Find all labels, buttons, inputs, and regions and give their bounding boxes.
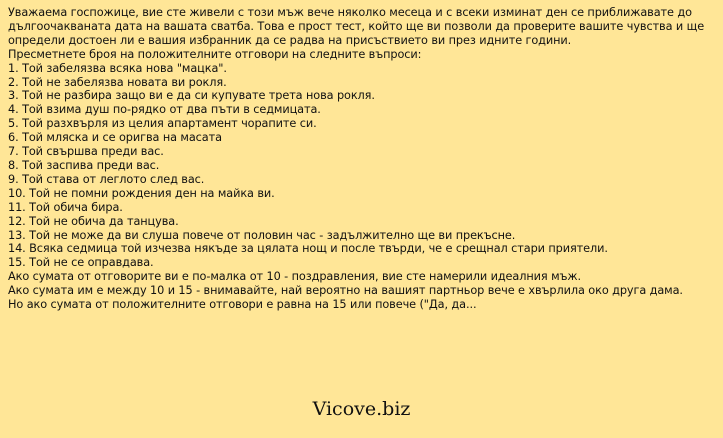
intro-paragraph: Уважаема госпожице, вие сте живели с този мъж вече няколко месеца и с всеки изминат ден се приближавате до дългоочакваната дата на вашата сватба. Това е прост тест, който ще ви позволи да проверите вашите чувства и ще определи достоен ли е вашия избранник да се радва на присъствието ви през идните години. (8, 6, 705, 47)
question-item: 6. Той мляска и се оригва на масата (8, 131, 222, 145)
result-item: Ако сумата им е между 10 и 15 - внимавайте, най вероятно на вашият партньор вече е хвърлила око друга дама. (8, 284, 683, 298)
site-watermark: Vicove.biz (312, 398, 411, 420)
question-item: 8. Той заспива преди вас. (8, 158, 160, 172)
question-item: 14. Всяка седмица той изчезва някъде за цялата нощ и после твърди, че е срещнал стари приятели. (8, 242, 608, 256)
question-item: 5. Той разхвърля из целия апартамент чорапите си. (8, 117, 317, 131)
question-item: 15. Той не се оправдава. (8, 256, 154, 270)
result-list (8, 270, 714, 312)
question-item: 4. Той взима душ по-рядко от два пъти в седмицата. (8, 103, 321, 117)
question-item: 12. Той не обича да танцува. (8, 214, 179, 228)
question-item: 10. Той не помни рождения ден на майка ви. (8, 186, 275, 200)
question-item: 2. Той не забелязва новата ви рокля. (8, 75, 227, 89)
question-item: 1. Той забелязва всяка нова "мацка". (8, 61, 227, 75)
question-item: 11. Той обича бира. (8, 200, 123, 214)
joke-text (8, 6, 714, 312)
question-item: 9. Той става от леглото след вас. (8, 172, 205, 186)
question-item: 3. Той не разбира защо ви е да си купувате трета нова рокля. (8, 89, 375, 103)
instruction-line: Пресметнете броя на положителните отговори на следните въпроси: (8, 47, 422, 61)
result-item: Ако сумата от отговорите ви е по-малка от 10 - поздравления, вие сте намерили идеалния мъж. (8, 270, 581, 284)
question-item: 7. Той свършва преди вас. (8, 145, 164, 159)
result-item: Но ако сумата от положителните отговори е равна на 15 или повече ("Да, да... (8, 298, 477, 312)
question-list (8, 62, 714, 271)
question-item: 13. Той не може да ви слуша повече от половин час - задължително ще ви прекъсне. (8, 228, 516, 242)
